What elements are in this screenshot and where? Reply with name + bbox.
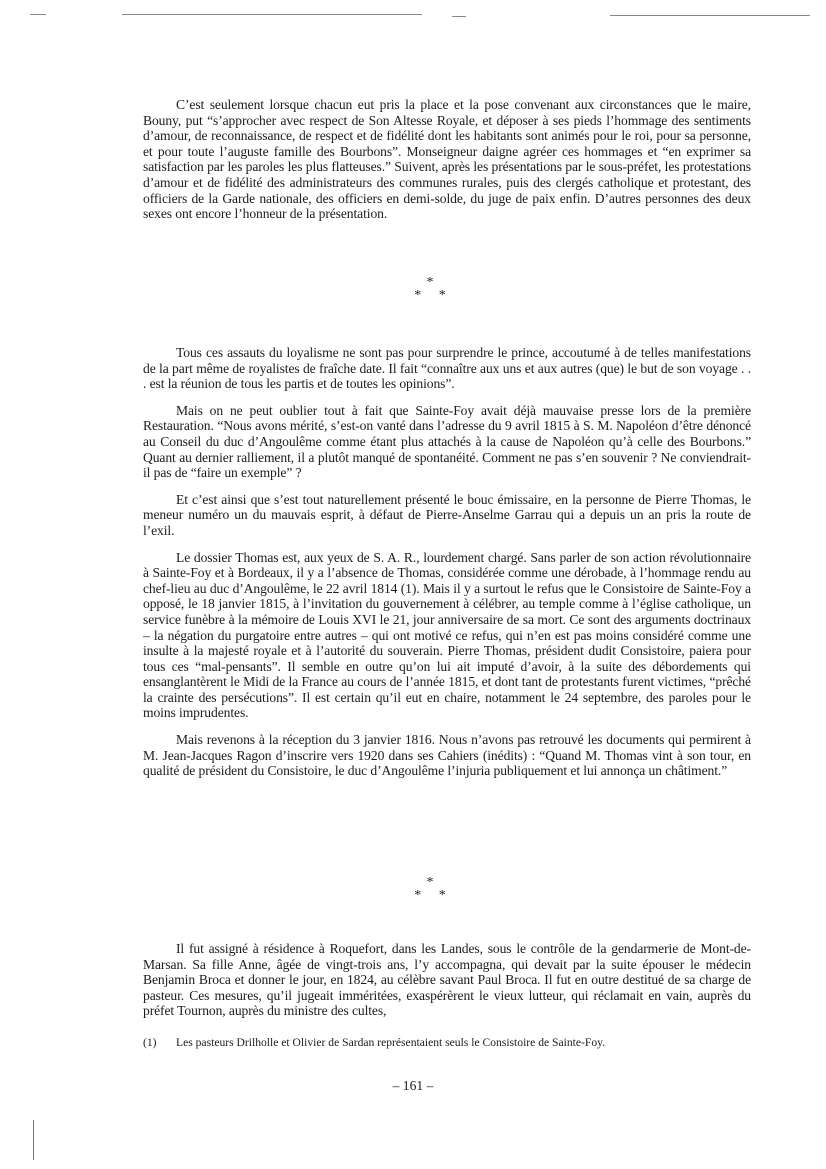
footnote-number: (1) <box>143 1036 157 1049</box>
footnote <box>143 1036 751 1050</box>
paragraph-4: Et c’est ainsi que s’est tout naturellement présenté le bouc émissaire, en la personne de Pierre Thomas, le meneur numéro un du mauvais esprit, à défaut de Pierre-Anselme Garrau qui a depuis un an pris la route de l’exil. <box>143 491 751 538</box>
asterism-left-star: * <box>414 288 422 303</box>
body-text-block-1 <box>143 97 751 222</box>
body-text-block-2 <box>143 345 751 779</box>
asterism-right-star: * <box>438 888 446 903</box>
asterism-right-star: * <box>438 288 446 303</box>
asterism-top-star: * <box>426 275 434 290</box>
paragraph-5: Le dossier Thomas est, aux yeux de S. A. R., lourdement chargé. Sans parler de son action révolutionnaire à Sainte-Foy et à Bordeaux, il y a l’absence de Thomas, considérée comme une dérobade, à l’hommage rendu au chef-lieu au duc d’Angoulême, le 22 avril 1814 (1). Mais il y a surtout le refus que le Consistoire de Sainte-Foy a opposé, le 18 janvier 1815, à l’invitation du gouvernement à célébrer, au temple comme à l’église catholique, un service funèbre à la mémoire de Louis XVI le 21, jour anniversaire de sa mort. Ce sont des arguments doctrinaux – la négation du purgatoire entre autres – qui ont motivé ce refus, qui n’en est pas moins considéré comme une insulte à la majesté royale et à l’autorité du souverain. Pierre Thomas, président dudit Consistoire, paiera pour tous ces “mal-pensants”. Il semble en outre qu’on lui ait imputé d’avoir, à la suite des débordements qui ensanglantèrent le Midi de la France au cours de l’année 1815, et dont tant de protestants furent victimes, “prêché la crainte des persécutions”. Il est certain qu’il eut en chaire, notamment le 24 septembre, des paroles pour le moins imprudentes. <box>143 549 751 721</box>
paragraph-7: Il fut assigné à résidence à Roquefort, dans les Landes, sous le contrôle de la gendarmerie de Mont-de-Marsan. Sa fille Anne, âgée de vingt-trois ans, l’y accompagna, qui devait par la suite épouser le médecin Benjamin Broca et donner le jour, en 1824, au célèbre savant Paul Broca. Il fut en outre destitué de sa charge de pasteur. Ces mesures, qu’il jugeait imméritées, exaspérèrent le vieux lutteur, qui réclamait en vain, auprès du préfet Tournon, auprès du ministre des cultes, <box>143 941 751 1019</box>
scan-edge-marks <box>0 14 826 18</box>
footnote-text: Les pasteurs Drilholle et Olivier de Sardan représentaient seuls le Consistoire de Sainte-Foy. <box>176 1036 606 1049</box>
body-text-block-3 <box>143 941 751 1019</box>
paragraph-3: Mais on ne peut oublier tout à fait que Sainte-Foy avait déjà mauvaise presse lors de la première Restauration. “Nous avons mérité, s’est-on vanté dans l’adresse du 9 avril 1815 à S. M. Napoléon d’être dénoncé au Conseil du duc d’Angoulême comme étant plus attachés à la cause de Napoléon qu’à celle des Bourbons.” Quant au dernier ralliement, il a plutôt manqué de spontanéité. Comment ne pas s’en souvenir ? Ne conviendrait-il pas de “faire un exemple” ? <box>143 402 751 481</box>
paragraph-6: Mais revenons à la réception du 3 janvier 1816. Nous n’avons pas retrouvé les documents qui permirent à M. Jean-Jacques Ragon d’inscrire vers 1920 dans ses Cahiers (inédits) : “Quand M. Thomas vint à son tour, en qualité de président du Consistoire, le duc d’Angoulême l’injuria publiquement et lui annonça un châtiment.” <box>143 732 751 779</box>
asterism-bottom-stars <box>400 289 460 302</box>
asterism-left-star: * <box>414 888 422 903</box>
scan-edge-line <box>33 1120 34 1160</box>
asterism-1 <box>400 276 460 302</box>
paragraph-1: C’est seulement lorsque chacun eut pris la place et la pose convenant aux circonstances que le maire, Bouny, put “s’approcher avec respect de Son Altesse Royale, et déposer à ses pieds l’hommage des sentiments d’amour, de reconnaissance, de respect et de fidélité dont les habitants sont animés pour le roi, pour sa personne, et pour toute l’auguste famille des Bourbons”. Monseigneur daigne agréer ces hommages et “en exprimer sa satisfaction par les paroles les plus flatteuses.” Suivent, après les présentations par le sous-préfet, les protestations d’amour et de fidélité des administrateurs des communes rurales, puis des clergés catholique et protestant, des officiers de la Garde nationale, des officiers en demi-solde, du juge de paix enfin. D’autres personnes des deux sexes ont encore l’honneur de la présentation. <box>143 97 751 222</box>
asterism-top-star: * <box>426 875 434 890</box>
paragraph-2: Tous ces assauts du loyalisme ne sont pas pour surprendre le prince, accoutumé à de telles manifestations de la part même de royalistes de fraîche date. Il fait “connaître aux uns et aux autres (que) le but de son voyage . . . est la réunion de tous les partis et de toutes les opinions”. <box>143 345 751 392</box>
asterism-2 <box>400 876 460 902</box>
page-number: – 161 – <box>392 1078 434 1093</box>
asterism-bottom-stars <box>400 889 460 902</box>
